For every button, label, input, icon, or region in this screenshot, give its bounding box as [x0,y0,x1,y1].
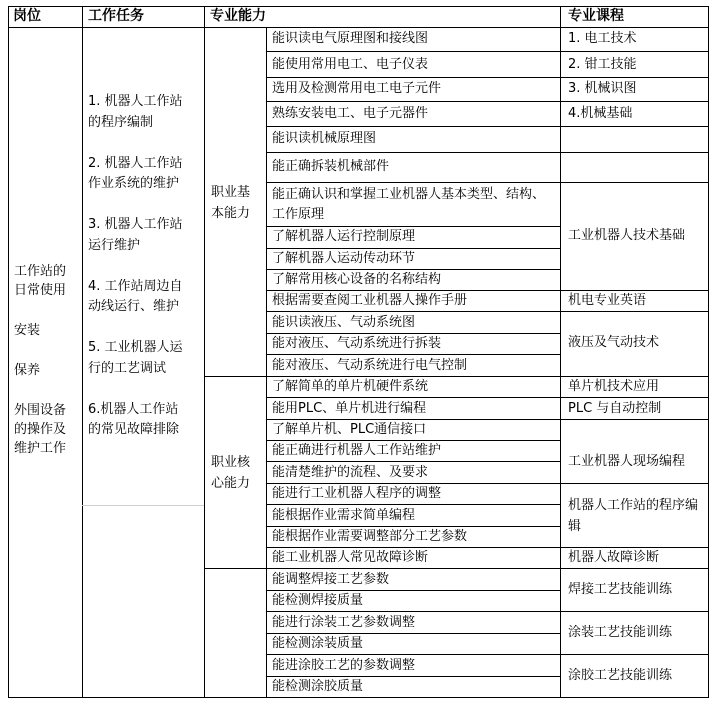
ability-row-line [266,226,560,227]
header-ability: 专业能力 [210,8,266,24]
ability-item: 能用PLC、单片机进行编程 [272,401,427,416]
ability-item: 了解单片机、PLC通信接口 [272,422,427,437]
ability-item: 能识读机械原理图 [272,131,377,146]
ability-item: 能检测焊接质量 [272,593,364,608]
ability-row-line [266,504,560,505]
post-line: 的操作及 [14,422,67,437]
task-item: 4. 工作站周边自 动线运行、维护 [88,278,183,314]
course-item: 焊接工艺技能训练 [568,582,673,597]
ability-row-line [266,440,560,441]
course-row-line [560,152,708,153]
course-item: PLC 与自动控制 [568,401,662,416]
course-row-line [560,126,708,127]
course-item: 单片机技术应用 [568,379,660,394]
course-row-line [560,419,708,420]
category-line: 本能力 [211,206,251,221]
category-basic [211,182,265,224]
ability-item: 能工业机器人常见故障诊断 [272,550,429,565]
course-row-line [560,77,708,78]
course-row-line [560,568,708,569]
ability-item: 能使用常用电工、电子仪表 [272,57,429,72]
ability-row-line [266,269,560,270]
course-item: 4.机械基础 [568,106,633,121]
category-divider-1 [204,376,266,377]
ability-item: 能检测涂装质量 [272,636,364,651]
course-item: 工业机器人现场编程 [568,454,686,469]
ability-row-line [266,547,560,548]
task-item: 6.机器人工作站 的常见故障排除 [88,401,180,437]
task-item: 2. 机器人工作站 作业系统的维护 [88,155,183,191]
column-divider-4 [560,6,561,698]
course-row-line [560,376,708,377]
ability-item: 能识读液压、气动系统图 [272,315,416,330]
task-item: 1. 机器人工作站 的程序编制 [88,94,183,130]
post-spacer [14,380,80,401]
ability-row-line [266,126,560,127]
post-line: 维护工作 [14,441,67,456]
post-line: 安装 [14,323,41,338]
ability-row-line [266,526,560,527]
column-divider-2 [204,6,205,698]
ability-item: 能调整焊接工艺参数 [272,572,390,587]
course-item: 1. 电工技术 [568,31,637,46]
column-divider-3 [266,27,267,698]
ability-row-line [266,461,560,462]
table-border-right [708,6,709,698]
ability-item: 能正确认识和掌握工业机器人基本类型、结构、工作原理 [272,187,546,222]
ability-row-line [266,152,560,153]
ability-row-line [266,101,560,102]
ability-row-line [266,77,560,78]
ability-row-line [266,354,560,355]
header-post: 岗位 [13,8,41,24]
course-row-line [560,290,708,291]
ability-item: 能进涂胶工艺的参数调整 [272,658,416,673]
header-task: 工作任务 [88,8,144,24]
course-row-line [560,182,708,183]
ability-item: 了解常用核心设备的名称结构 [272,272,442,287]
course-row-line [560,547,708,548]
task-cell [88,92,202,461]
ability-row-line [266,590,560,591]
course-row-line [560,311,708,312]
ability-row-line [266,483,560,484]
ability-row-line [266,182,560,183]
ability-row-line [266,568,560,569]
course-item: 3. 机械识图 [568,81,637,96]
post-spacer [14,340,80,361]
course-item: 机器人故障诊断 [568,550,660,565]
column-divider-1 [82,6,83,698]
task-item: 3. 机器人工作站 运行维护 [88,217,183,253]
header-divider [8,27,709,28]
ability-item: 了解机器人运行控制原理 [272,229,416,244]
course-item: 机电专业英语 [568,293,647,308]
ability-item: 能识读电气原理图和接线图 [272,31,429,46]
ability-row-line [266,311,560,312]
course-row-line [560,483,708,484]
category-line: 职业核 [211,455,251,470]
course-row-line [560,101,708,102]
ability-row-line [266,611,560,612]
ability-item: 了解简单的单片机硬件系统 [272,379,429,394]
course-row-line [560,654,708,655]
ability-item: 能对液压、气动系统进行电气控制 [272,358,468,373]
post-line: 保养 [14,363,41,378]
category-line: 职业基 [211,185,251,200]
post-cell [14,262,80,458]
course-row-line [560,397,708,398]
ability-row-line [266,676,560,677]
course-item: 液压及气动技术 [568,335,660,350]
ability-row-line [266,376,560,377]
ability-item: 能对液压、气动系统进行拆装 [272,336,442,351]
task-item: 5. 工业机器人运 行的工艺调试 [88,340,183,376]
course-row-line [560,611,708,612]
course-item: 机器人工作站的程序编辑 [568,498,699,534]
ability-item: 选用及检测常用电工电子元件 [272,81,442,96]
ability-item: 能检测涂胶质量 [272,679,364,694]
ability-row-line [266,290,560,291]
header-course: 专业课程 [568,8,624,24]
post-line: 外围设备 [14,403,67,418]
ability-item: 能清楚维护的流程、及要求 [272,465,429,480]
ability-row-line [266,333,560,334]
ability-item: 能进行涂装工艺参数调整 [272,615,416,630]
course-item: 2. 钳工技能 [568,57,637,72]
task-column-rule [82,505,204,506]
post-line: 工作站的 [14,264,67,279]
ability-row-line [266,397,560,398]
course-row-line [560,51,708,52]
ability-row-line [266,51,560,52]
ability-row-line [266,633,560,634]
post-line: 日常使用 [14,283,67,298]
ability-item: 熟练安装电工、电子元器件 [272,106,429,121]
category-core [211,452,265,494]
ability-item: 能正确进行机器人工作站维护 [272,443,442,458]
post-spacer [14,300,80,321]
ability-item: 能进行工业机器人程序的调整 [272,486,442,501]
course-item: 涂胶工艺技能训练 [568,668,673,683]
category-line: 心能力 [211,476,251,491]
course-item: 工业机器人技术基础 [568,228,686,243]
ability-row-line [266,419,560,420]
ability-row-line [266,248,560,249]
ability-item: 能正确拆装机械部件 [272,159,390,174]
category-divider-2 [204,568,266,569]
table-border-top [8,6,709,7]
ability-item: 了解机器人运动传动环节 [272,251,416,266]
table-border-bottom [8,697,709,698]
course-item: 涂装工艺技能训练 [568,625,673,640]
table-border-left [8,6,9,698]
ability-item: 能根据作业需求简单编程 [272,508,416,523]
ability-item: 能根据作业需要调整部分工艺参数 [272,529,468,544]
ability-item: 根据需要查阅工业机器人操作手册 [272,293,468,308]
ability-row-line [266,654,560,655]
